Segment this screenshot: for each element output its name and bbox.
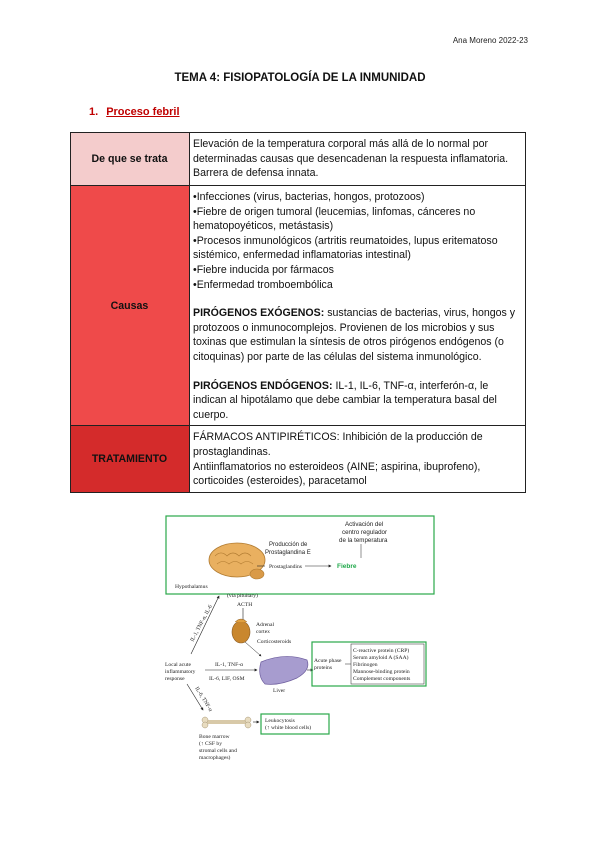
local-line: Local acute xyxy=(165,662,191,668)
exogenous-title: PIRÓGENOS EXÓGENOS: xyxy=(193,307,325,320)
fever-table xyxy=(70,132,526,493)
row-label-causes: Causas xyxy=(71,186,190,426)
prostaglandins-label: Prostaglandins xyxy=(269,564,302,570)
local-line: inflammatory xyxy=(165,669,196,675)
protein-item: C-reactive protein (CRP) xyxy=(353,648,410,654)
endogenous-text: IL-1, IL-6, TNF-α, interferón-α, le indican al hipotálamo que debe cambiar la temperatura basal del cuerpo. xyxy=(193,379,497,421)
production-line: Producción de xyxy=(269,542,308,548)
local-response-label xyxy=(165,662,197,682)
activation-line: centro regulador xyxy=(342,529,388,536)
cause-item: •Fiebre inducida por fármacos xyxy=(193,263,334,276)
liver-label: Liver xyxy=(273,688,286,694)
leuk-line: (↑ white blood cells) xyxy=(265,725,312,731)
bone-illustration xyxy=(202,717,251,728)
hypothalamus-label: Hypothalamus xyxy=(175,584,208,590)
leukocytosis-label xyxy=(265,718,311,731)
bone-marrow-label xyxy=(199,734,238,761)
section-heading xyxy=(89,106,180,118)
definition-text: Elevación de la temperatura corporal más allá de lo normal por determinadas causas que desencadenan la respuesta inflamatoria. Barrera de defensa innata. xyxy=(190,133,526,186)
bone-line: macrophages) xyxy=(199,755,231,761)
adrenal-illustration xyxy=(232,619,250,643)
protein-item: Complement components xyxy=(353,676,411,682)
activation-label xyxy=(339,521,389,544)
activation-line: Activación del xyxy=(345,521,384,528)
table-row xyxy=(71,186,526,426)
production-line: Prostaglandina E xyxy=(265,550,311,556)
section-number: 1. xyxy=(89,106,99,118)
cause-item: •Procesos inmunológicos (artritis reumatoides, lupus eritematoso sistémico, enfermedad inflamatorias intestinal) xyxy=(193,234,498,262)
acute-line: Acute phase xyxy=(314,658,342,664)
fever-pathway-diagram xyxy=(161,514,437,771)
table-row xyxy=(71,426,526,492)
leukocytosis-box xyxy=(261,714,329,734)
causes-content xyxy=(190,186,526,426)
treatment-line: Antiinflamatorios no esteroideos (AINE; aspirina, ibuprofeno), corticoides (esteroides), paracetamol xyxy=(193,460,481,488)
corticosteroids-label: Corticosteroids xyxy=(257,639,292,645)
acute-proteins-list xyxy=(353,647,411,682)
endogenous-title: PIRÓGENOS ENDÓGENOS: xyxy=(193,379,333,392)
il1-tnf-mid-label: IL-1, TNF-α xyxy=(215,662,243,668)
endogenous-paragraph xyxy=(193,379,521,423)
il6-tnf-bottom-label: IL-6, TNF-α xyxy=(193,685,214,713)
protein-item: Mannose-binding protein xyxy=(353,669,410,675)
fever-label: Fiebre xyxy=(337,563,357,570)
leuk-line: Leukocytosis xyxy=(265,718,295,724)
adrenal-line: cortex xyxy=(256,629,270,635)
header-author-year: Ana Moreno 2022-23 xyxy=(452,36,528,45)
page-title: TEMA 4: FISIOPATOLOGÍA DE LA INMUNIDAD xyxy=(174,72,426,84)
local-line: response xyxy=(165,676,185,682)
treatment-line: FÁRMACOS ANTIPIRÉTICOS: Inhibición de la producción de prostaglandinas. xyxy=(193,431,483,458)
cause-item: •Enfermedad tromboembólica xyxy=(193,278,333,291)
adrenal-label xyxy=(256,622,275,635)
via-pituitary-label: (via pituitary) xyxy=(227,593,258,599)
il1-tnf-top-label: IL-1, TNF-α, IL-6 xyxy=(189,604,214,643)
cause-item: •Infecciones (virus, bacterias, hongos, protozoos) xyxy=(193,191,425,203)
section-label: Proceso febril xyxy=(106,106,180,118)
treatment-content xyxy=(190,426,526,492)
protein-item: Serum amyloid A (SAA) xyxy=(353,655,409,661)
activation-line: de la temperatura xyxy=(339,537,388,544)
il6-lif-label: IL-6, LIF, OSM xyxy=(209,676,245,682)
table-row xyxy=(71,133,526,186)
acute-phase-label xyxy=(314,658,343,671)
brain-illustration xyxy=(209,543,265,579)
bone-line: stromal cells and xyxy=(199,748,237,754)
bone-line: Bone marrow xyxy=(199,734,230,740)
liver-illustration xyxy=(260,656,308,684)
protein-item: Fibrinogen xyxy=(353,662,378,668)
acute-line: proteins xyxy=(314,665,333,671)
acth-label: ACTH xyxy=(237,602,253,608)
exogenous-paragraph xyxy=(193,306,521,364)
cause-item: •Fiebre de origen tumoral (leucemias, linfomas, cánceres no hematopoyéticos, metástasis) xyxy=(193,205,476,233)
adrenal-line: Adrenal xyxy=(256,622,275,628)
bone-line: (↑ CSF by xyxy=(199,741,223,747)
exogenous-text: sustancias de bacterias, virus, hongos y protozoos o inmunocomplejos. Provienen de los microbios y sus toxinas que estimulan la síntesis de otros pirógenos endógenos (o citoquinas) por parte de las células del sistema inmunológico. xyxy=(193,307,516,363)
production-label xyxy=(265,542,311,556)
row-label-definition: De que se trata xyxy=(71,133,190,186)
row-label-treatment: TRATAMIENTO xyxy=(71,426,190,492)
